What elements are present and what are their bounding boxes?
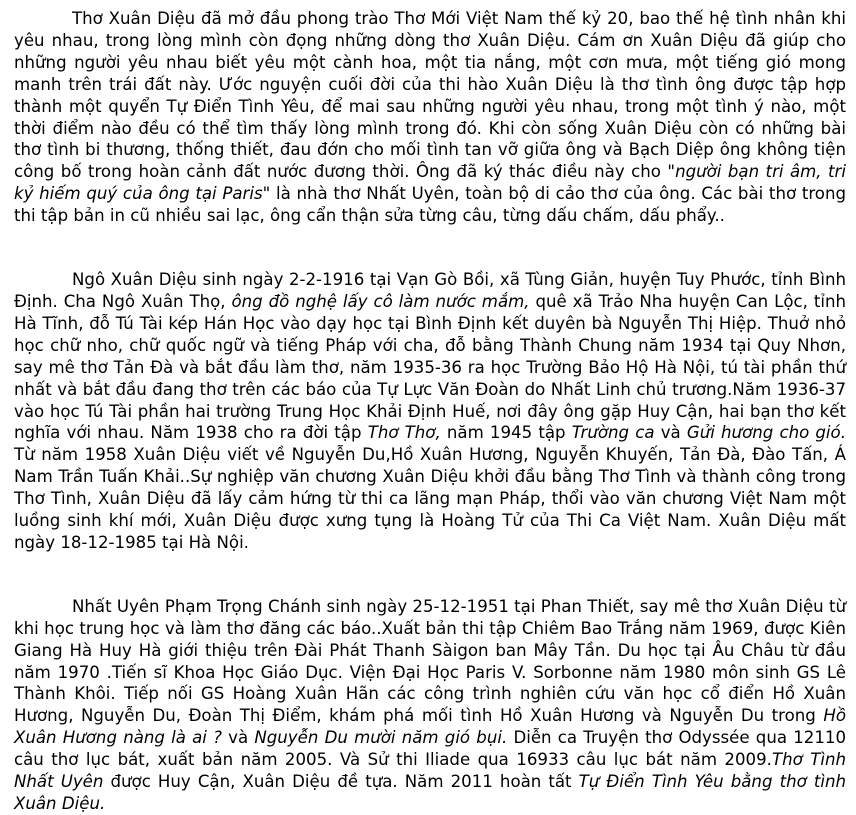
document-page <box>14 8 846 815</box>
paragraph-biography-xuan-dieu <box>14 269 846 554</box>
paragraph-spacer <box>14 227 846 269</box>
text-run: Ngô Xuân Diệu sinh ngày 2-2-1916 tại Vạn Gò Bồi, xã Tùng Giản, huyện Tuy Phước, tỉnh Bình Định. Cha Ngô Xuân Thọ, <box>14 270 846 311</box>
text-run: quê xã Trảo Nha huyện Can Lộc, tỉnh Hà Tĩnh, đỗ Tú Tài kép Hán Học vào dạy học tại Bình Định kết duyên bà Nguyễn Thị Hiệp. Thuở nhỏ học chữ nho, chữ quốc ngữ và tiếng Pháp với cha, đỗ bằng Thành Chung năm 1934 tại Quy Nhơn, say mê thơ Tản Đà và bắt đầu làm thơ, năm 1935-36 ra học Trường Bảo Hộ Hà Nội, tú tài phần thứ nhất và bắt đầu đang thơ trên các báo của Tự Lực Văn Đoàn do Nhất Linh chủ trương.Năm 1936-37 vào học Tú Tài phần hai trường Trung Học Khải Định Huế, nơi đây ông gặp Huy Cận, hai bạn thơ kết nghĩa với nhau. Năm 1938 cho ra đời tập <box>14 291 846 443</box>
italic-text-run: Trường ca <box>571 423 655 443</box>
paragraph-biography-nhat-uyen <box>14 596 846 815</box>
italic-text-run: Thơ Tình Nhất Uyên <box>14 750 846 792</box>
text-run: Thơ Xuân Diệu đã mở đầu phong trào Thơ Mới Việt Nam thế kỷ 20, bao thế hệ tình nhân khi yêu nhau, trong lòng mình còn đọng những dòng thơ Xuân Diệu. Cám ơn Xuân Diệu đã giúp cho những người yêu nhau biết yêu một cành hoa, một tia nắng, một cơn mưa, một tiếng gió mong manh trên trái đất này. Ước nguyện cuối đời của thi hào Xuân Diệu là thơ tình ông được tập hợp thành một quyển Tự Điển Tình Yêu, để mai sau những người yêu nhau, trong một tình ý nào, một thời điểm nào đều có thể tìm thấy lòng mình trong đó. Khi còn sống Xuân Diệu còn có những bài thơ tình bi thương, thống thiết, đau đớn cho mối tình tan vỡ giữa ông và Bạch Diệp ông không tiện công bố trong hoàn cảnh đất nước đương thời. Ông đã ký thác điều này cho " <box>14 9 846 182</box>
text-run: và <box>654 423 687 443</box>
text-run: Từ năm 1958 Xuân Diệu viết về Nguyễn Du,Hồ Xuân Hương, Nguyễn Khuyến, Tản Đà, Đào Tấn, Á Nam Trần Tuấn Khải..Sự nghiệp văn chương Xuân Diệu khởi đầu bằng Thơ Tình và thành công trong Thơ Tình, Xuân Diệu đã lấy cảm hứng từ thi ca lãng mạn Pháp, thổi vào văn chương Việt Nam một luồng sinh khí mới, Xuân Diệu được xưng tụng là Hoàng Tử của Thi Ca Việt Nam. Xuân Diệu mất ngày 18-12-1985 tại Hà Nội. <box>14 445 846 552</box>
text-run: Nhất Uyên Phạm Trọng Chánh sinh ngày 25-12-1951 tại Phan Thiết, say mê thơ Xuân Diệu từ khi học trung học và làm thơ đăng các báo..Xuất bản thi tập Chiêm Bao Trắng năm 1969, được Kiên Giang Hà Huy Hà giới thiệu trên Đài Phát Thanh Sàigon ban Mây Tần. Du học tại Âu Châu từ đầu năm 1970 .Tiến sĩ Khoa Học Giáo Dục. Viện Đại Học Paris V. Sorbonne năm 1980 môn sinh GS Lê Thành Khôi. Tiếp nối GS Hoàng Xuân Hãn các công trình nghiên cứu văn học cổ điển Hồ Xuân Hương, Nguyễn Du, Đoàn Thị Điểm, khám phá mối tình Hồ Xuân Hương và Nguyễn Du trong <box>14 596 846 726</box>
paragraph-spacer <box>14 554 846 596</box>
italic-text-run: Gửi hương cho gió. <box>686 423 846 443</box>
text-run: Diễn ca Truyện thơ Odyssée qua 12110 câu thơ lục bát, xuất bản năm 2005. Và Sử thi Iliade qua 16933 câu lục bát năm 2009. <box>14 728 846 770</box>
text-run: " là nhà thơ Nhất Uyên, toàn bộ di cảo thơ của ông. Các bài thơ trong thi tập bản in cũ nhiều sai lạc, ông cẩn thận sửa từng câu, từng dấu chấm, dấu phẩy.. <box>14 184 846 226</box>
italic-text-run: Nguyễn Du mười năm gió bụi. <box>254 728 508 748</box>
italic-text-run: Thơ Thơ, <box>367 423 441 443</box>
italic-text-run: Tự Điển Tình Yêu bằng thơ tình Xuân Diệu. <box>14 772 846 813</box>
text-run: được Huy Cận, Xuân Diệu đề tựa. Năm 2011 hoàn tất <box>103 772 579 792</box>
italic-text-run: người bạn tri âm, tri kỷ hiếm quý của ông tại Paris <box>14 162 846 204</box>
italic-text-run: ông đồ nghệ lấy cô làm nước mắm, <box>231 291 530 311</box>
text-run: năm 1945 tập <box>440 423 572 443</box>
paragraph-intro <box>14 8 846 227</box>
italic-text-run: Hồ Xuân Hương nàng là ai ? <box>14 706 846 748</box>
text-run: và <box>221 728 255 748</box>
